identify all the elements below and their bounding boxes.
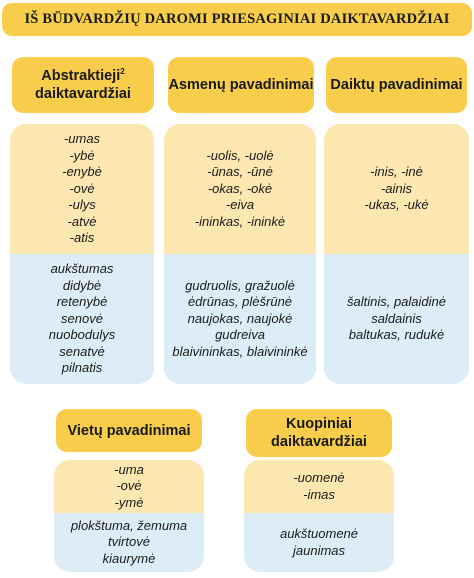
example-item: kiaurymė [102,550,156,566]
example-item: naujokas, naujokė [187,310,293,326]
suffix-item: -inis, -inė [370,164,423,180]
suffix-list [164,124,316,254]
suffix-list [244,460,394,513]
column-person-names [164,124,316,384]
suffix-item: -uolis, -uolė [206,147,274,163]
footnote-marker: 2 [120,67,125,77]
heading-place-label: Vietų pavadinimai [67,422,191,439]
example-item: saldainis [371,310,422,326]
suffix-item: -ovė [116,478,142,494]
example-list [324,254,469,384]
heading-collective-line1: Kuopiniai [285,416,353,432]
column-object-names [324,124,469,384]
example-item: senatvė [59,343,105,359]
example-item: gudreiva [215,327,265,343]
suffix-item: -ukas, -ukė [364,197,429,213]
suffix-item: -uomenė [293,470,345,485]
suffix-item: -ulys [68,197,96,213]
heading-place-names [56,409,202,452]
example-list [164,254,316,384]
example-item: senovė [61,310,103,326]
suffix-item: -ainis [380,180,413,196]
suffix-item: -imas [303,486,335,502]
example-item: retenybė [56,294,108,310]
suffix-item: -uma [114,461,144,477]
suffix-item: -ūnas, -ūnė [207,164,273,180]
suffix-list [54,460,204,513]
suffix-item: -ymė [114,494,144,510]
example-item: jaunimas [292,542,346,558]
heading-abstract-line2: daiktavardžiai [35,86,131,102]
example-item: pilnatis [61,360,103,376]
heading-collective-line2: daiktavardžiai [271,434,367,450]
heading-person-label: Asmenų pavadinimai [168,77,314,93]
heading-collective-nouns [246,409,392,457]
column-place-names [54,460,204,572]
suffix-list [10,124,154,254]
suffix-item: -ybė [69,147,95,163]
example-list [244,513,394,572]
suffix-item: -ininkas, -ininkė [194,213,286,229]
suffix-item: -atvė [67,213,97,229]
example-item: nuobodulys [48,327,116,343]
example-item: blaivininkas, blaivininkė [172,343,308,359]
suffix-item: -umas [63,131,101,147]
example-item: aukštumas [50,261,114,277]
column-abstract-nouns [10,124,154,384]
suffix-item: -enybė [62,164,102,180]
suffix-list [324,124,469,254]
suffix-item: -okas, -okė [207,180,273,196]
heading-person-names [168,57,314,113]
page-title: IŠ BŪDVARDŽIŲ DAROMI PRIESAGINIAI DAIKTAVARDŽIAI [2,3,472,36]
example-item: šaltinis, palaidinė [346,294,446,310]
suffix-item: -ovė [69,180,95,196]
example-item: plokštuma, žemuma [70,517,188,533]
example-list [54,513,204,572]
heading-abstract-nouns [12,57,154,113]
example-item: ėdrūnas, plėšrūnė [187,294,293,310]
heading-object-label: Daiktų pavadinimai [330,77,463,93]
heading-abstract-line1: Abstraktieji [41,68,121,84]
suffix-item: -eiva [225,197,255,213]
example-item: baltukas, rudukė [348,327,445,343]
example-item: aukštuomenė [279,526,359,541]
example-item: tvirtovė [108,534,150,550]
suffix-item: -atis [69,230,95,246]
example-list [10,254,154,384]
example-item: gudruolis, gražuolė [185,277,295,293]
heading-object-names [326,57,467,113]
column-collective-nouns [244,460,394,572]
example-item: didybė [62,277,102,293]
